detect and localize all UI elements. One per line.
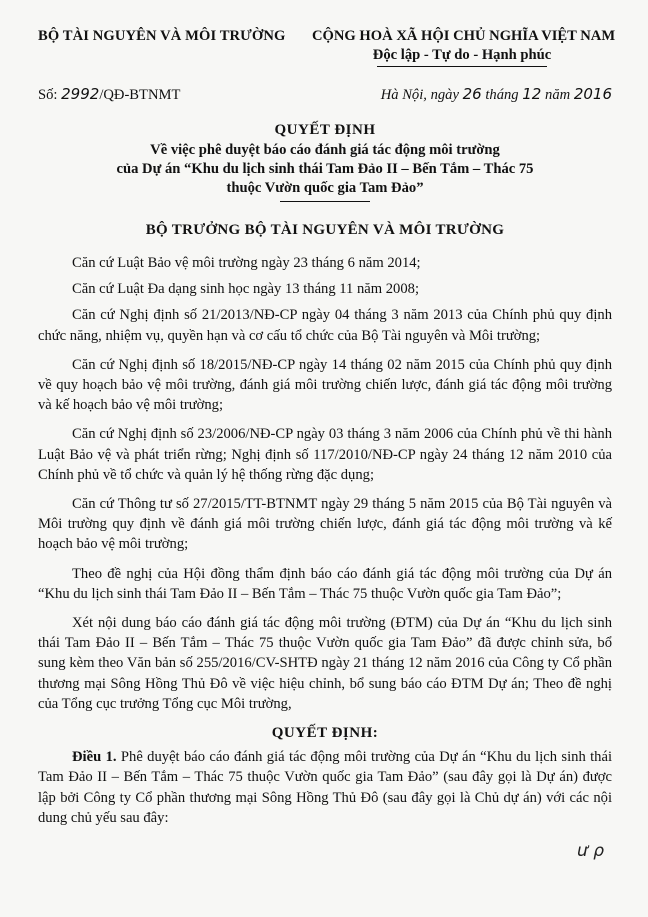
- number-suffix: /QĐ-BTNMT: [99, 87, 181, 103]
- article-1: [38, 747, 612, 828]
- date-thang-label: tháng: [485, 87, 519, 103]
- subtitle-line: Về việc phê duyệt báo cáo đánh giá tác động môi trường: [150, 142, 500, 158]
- header-right: [312, 28, 616, 67]
- legal-basis-paragraph: Căn cứ Thông tư số 27/2015/TT-BTNMT ngày 29 tháng 5 năm 2015 của Bộ Tài nguyên và Môi trường quy định về đánh giá môi trường chiến lược, đánh giá tác động môi trường và kế hoạch bảo vệ môi trường;: [38, 496, 612, 553]
- handwritten-number: 2992: [61, 85, 100, 103]
- date-year: 2016: [573, 85, 612, 103]
- document-subtitle: [38, 141, 612, 198]
- legal-basis-paragraph: Căn cứ Nghị định số 21/2013/NĐ-CP ngày 04 tháng 3 năm 2013 của Chính phủ quy định chức năng, nhiệm vụ, quyền hạn và cơ cấu tổ chức của Bộ Tài nguyên và Môi trường;: [38, 307, 612, 344]
- date-day: 26: [462, 85, 482, 103]
- number-date-row: [38, 85, 612, 104]
- legal-basis-paragraph: Căn cứ Nghị định số 23/2006/NĐ-CP ngày 03 tháng 3 năm 2006 của Chính phủ về thi hành Luật Bảo vệ và phát triển rừng; Nghị định số 117/2010/NĐ-CP ngày 24 tháng 12 năm 2010 của Chính phủ về tổ chức và quản lý hệ thống rừng đặc dụng;: [38, 426, 612, 483]
- document-number: [38, 85, 180, 104]
- national-title: CỘNG HOÀ XÃ HỘI CHỦ NGHĨA VIỆT NAM: [312, 28, 616, 44]
- number-prefix: Số:: [38, 87, 58, 103]
- article-1-label: Điều 1.: [72, 749, 117, 766]
- national-motto: Độc lập - Tự do - Hạnh phúc: [372, 47, 552, 63]
- motto-underline: [377, 66, 547, 67]
- subtitle-underline: [280, 201, 370, 202]
- subtitle-line: của Dự án “Khu du lịch sinh thái Tam Đảo II – Bến Tắm – Thác 75: [116, 161, 534, 177]
- decision-heading: QUYẾT ĐỊNH:: [271, 725, 379, 742]
- document-body: [38, 253, 612, 828]
- date-place: Hà Nội,: [380, 87, 427, 103]
- document-title: QUYẾT ĐỊNH: [274, 122, 376, 138]
- review-paragraph: Xét nội dung báo cáo đánh giá tác động môi trường (ĐTM) của Dự án “Khu du lịch sinh thái Tam Đảo II – Bến Tắm – Thác 75 thuộc Vườn quốc gia Tam Đảo” đã được chỉnh sửa, bổ sung kèm theo Văn bản số 255/2016/CV-SHTĐ ngày 21 tháng 12 năm 2016 của Công ty Cổ phần thương mại Sông Hồng Thủ Đô về việc hiệu chỉnh, bổ sung báo cáo ĐTM Dự án; Theo đề nghị của Tổng cục trưởng Tổng cục Môi trường,: [38, 615, 612, 712]
- legal-basis-paragraph: Căn cứ Luật Bảo vệ môi trường ngày 23 tháng 6 năm 2014;: [72, 255, 421, 271]
- legal-basis-paragraph: Căn cứ Luật Đa dạng sinh học ngày 13 tháng 11 năm 2008;: [72, 281, 420, 298]
- document-header: [38, 0, 616, 67]
- document-date: [381, 85, 612, 104]
- handwritten-initials: ư ρ: [577, 841, 604, 861]
- article-1-text: Phê duyệt báo cáo đánh giá tác động môi trường của Dự án “Khu du lịch sinh thái Tam Đảo II – Bến Tắm – Thác 75 thuộc Vườn quốc gia Tam Đảo” (sau đây gọi là Dự án) được lập bởi Công ty Cổ phần thương mại Sông Hồng Thủ Đô (sau đây gọi là Chủ dự án) với các nội dung chủ yếu sau đây:: [38, 749, 612, 826]
- date-ngay-label: ngày: [430, 87, 459, 103]
- issuing-agency: BỘ TÀI NGUYÊN VÀ MÔI TRƯỜNG: [38, 28, 286, 44]
- legal-basis-paragraph: Căn cứ Nghị định số 18/2015/NĐ-CP ngày 14 tháng 02 năm 2015 của Chính phủ quy định về quy hoạch bảo vệ môi trường, đánh giá môi trường chiến lược, đánh giá tác động môi trường và kế hoạch bảo vệ môi trường;: [38, 356, 612, 414]
- issuing-authority: BỘ TRƯỞNG BỘ TÀI NGUYÊN VÀ MÔI TRƯỜNG: [145, 222, 505, 238]
- header-left: [38, 28, 308, 67]
- subtitle-line: thuộc Vườn quốc gia Tam Đảo”: [226, 180, 424, 196]
- date-month: 12: [522, 85, 542, 103]
- date-nam-label: năm: [545, 87, 571, 103]
- proposal-paragraph: Theo đề nghị của Hội đồng thẩm định báo cáo đánh giá tác động môi trường của Dự án “Khu du lịch sinh thái Tam Đảo II – Bến Tắm – Thác 75 thuộc Vườn quốc gia Tam Đảo”;: [38, 565, 612, 602]
